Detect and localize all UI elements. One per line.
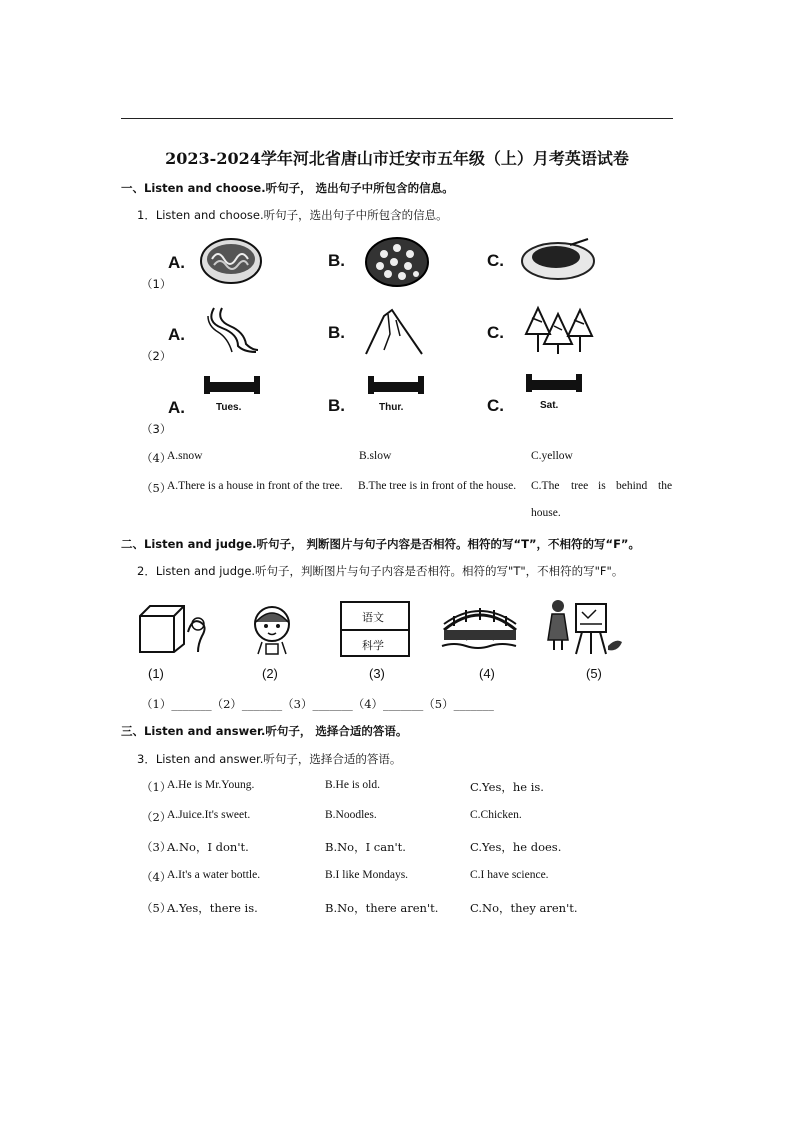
item5-option-c-word4: behind [616,480,648,492]
question3-instruction: 3．Listen and answer.听句子，选择合适的答语。 [137,752,402,766]
s3-item4-option-a: A.It's a water bottle. [167,869,261,881]
question2-instruction: 2．Listen and judge.听句子，判断图片与句子内容是否相符。相符的写"T"，不相符的写"F"。 [137,564,624,578]
s3-item4-number: （4） [141,870,172,884]
item5-option-c-word6: house. [531,507,561,519]
steak-plate-icon [520,237,596,281]
picture-label-3: (3) [369,666,385,681]
picture-label-1: (1) [148,666,164,681]
day-label-sat: Sat. [540,400,559,411]
item5-option-a: A.There is a house in front of the tree. [167,480,343,492]
s3-item2-option-c: C.Chicken. [470,809,522,821]
calendar-icon-a [204,376,260,394]
row1-number: （1） [141,277,172,291]
section3-heading: 三、Listen and answer.听句子， 选择合适的答语。 [121,724,408,738]
row3-letter-b: B. [328,396,345,415]
section2-heading: 二、Listen and judge.听句子， 判断图片与句子内容是否相符。相符的写“T”，不相符的写“F”。 [121,537,640,551]
row3-letter-a: A. [168,398,185,417]
calendar-icon-b [368,376,424,394]
s3-item3-number: （3） [141,840,172,854]
s3-item1-number: （1） [141,780,172,794]
row2-letter-c: C. [487,323,504,342]
board-subject-1: 语文 [362,611,384,624]
item4-number: （4） [141,451,172,465]
row2-letter-b: B. [328,323,345,342]
item5-option-c-word3: is [598,480,606,492]
s3-item2-option-a: A.Juice.It's sweet. [167,809,251,821]
row2-letter-a: A. [168,325,185,344]
s3-item1-option-a: A.He is Mr.Young. [167,779,255,791]
item4-option-c: C.yellow [531,450,573,462]
item5-option-b: B.The tree is in front of the house. [358,480,517,492]
item4-option-b: B.slow [359,450,392,462]
day-label-tues: Tues. [216,402,242,413]
page-title: 2023-2024学年河北省唐山市迁安市五年级（上）月考英语试卷 [165,149,629,168]
item5-option-c-word5: the [658,480,673,492]
pizza-icon [364,236,430,288]
answer-blanks[interactable]: （1）_______（2）_______（3）_______（4）_______（5）_______ [141,697,494,711]
row1-letter-b: B. [328,251,345,270]
s3-item2-number: （2） [141,810,172,824]
calendar-icon-c [526,374,582,392]
s3-item1-option-b: B.He is old. [325,779,380,791]
picture-label-2: (2) [262,666,278,681]
river-icon [204,306,260,356]
s3-item1-option-c: C.Yes，he is. [470,780,544,794]
s3-item2-option-b: B.Noodles. [325,809,377,821]
forest-icon [524,304,596,356]
section1-heading: 一、Listen and choose.听句子， 选出句子中所包含的信息。 [121,181,454,195]
s3-item5-number: （5） [141,901,172,915]
row1-letter-c: C. [487,251,504,270]
item5-option-c-word2: tree [571,480,589,492]
girl-icon [244,602,300,656]
s3-item3-option-c: C.Yes，he does. [470,840,562,854]
item5-number: （5） [141,481,172,495]
row3-letter-c: C. [487,396,504,415]
s3-item5-option-c: C.No，they aren't. [470,901,578,915]
mountain-icon [364,306,424,356]
box-and-cat-icon [136,604,216,654]
painter-icon [546,596,626,658]
board-subject-2: 科学 [362,639,384,652]
picture-label-5: (5) [586,666,602,681]
day-label-thur: Thur. [379,402,404,413]
s3-item3-option-b: B.No，I can't. [325,840,406,854]
header-rule [121,118,673,119]
row3-number: （3） [141,422,172,436]
s3-item3-option-a: A.No，I don't. [167,840,249,854]
item4-option-a: A.snow [167,450,203,462]
s3-item5-option-b: B.No，there aren't. [325,901,439,915]
item5-option-c-word1: C.The [531,480,560,492]
bridge-icon [440,600,520,654]
s3-item4-option-b: B.I like Mondays. [325,869,409,881]
row1-letter-a: A. [168,253,185,272]
subject-board [340,601,410,657]
picture-label-4: (4) [479,666,495,681]
question1-instruction: 1．Listen and choose.听句子，选出句子中所包含的信息。 [137,208,448,222]
row2-number: （2） [141,349,172,363]
s3-item4-option-c: C.I have science. [470,869,549,881]
noodle-bowl-icon [198,235,264,287]
s3-item5-option-a: A.Yes，there is. [167,901,258,915]
